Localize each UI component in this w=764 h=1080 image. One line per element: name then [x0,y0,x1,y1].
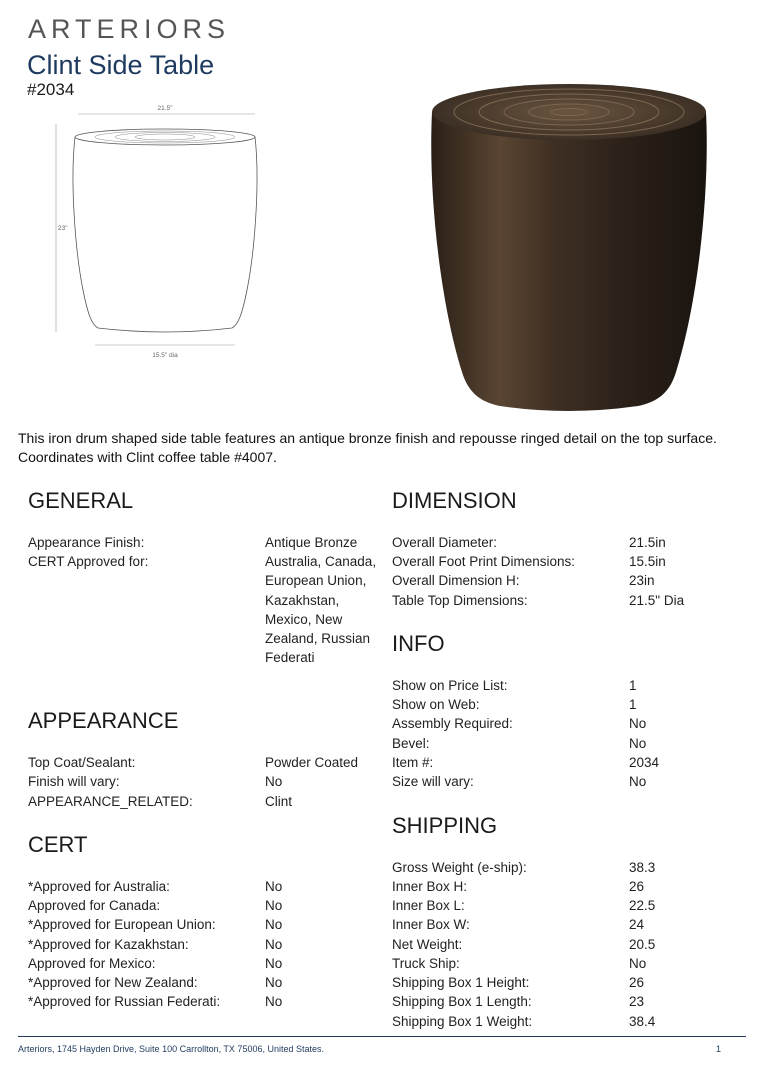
line-drawing [50,100,270,365]
cert-heading: CERT [28,832,88,857]
footer-address: Arteriors, 1745 Hayden Drive, Suite 100 Carrollton, TX 75006, United States. [18,1044,324,1054]
cert-label: *Approved for Russian Federati: [28,994,221,1009]
page-number: 1 [716,1044,722,1054]
shipping-label: Inner Box H: [392,879,468,894]
product-title: Clint Side Table [27,50,215,80]
shipping-value: 26 [629,879,645,894]
appearance-heading: APPEARANCE [28,708,179,733]
shipping-value: No [629,956,647,971]
appearance-label: Top Coat/Sealant: [28,755,136,770]
general-label-finish: Appearance Finish: [28,535,145,550]
shipping-value: 24 [629,917,645,932]
shipping-label: Inner Box W: [392,917,470,932]
dimension-heading: DIMENSION [392,488,517,513]
shipping-value: 23 [629,994,645,1009]
shipping-label: Shipping Box 1 Height: [392,975,530,990]
info-value: 1 [629,678,637,693]
brand-logo: ARTERIORS [28,14,231,44]
appearance-label: Finish will vary: [28,774,120,789]
info-value: No [629,736,647,751]
cert-value: No [265,994,283,1009]
cert-value: No [265,937,283,952]
info-label: Show on Web: [392,697,480,712]
shipping-label: Shipping Box 1 Weight: [392,1014,533,1029]
item-number: #2034 [27,80,75,99]
info-value: No [629,716,647,731]
info-value: 1 [629,697,637,712]
drawing-height-dim: 23" [58,225,68,232]
shipping-label: Truck Ship: [392,956,460,971]
info-label: Show on Price List: [392,678,508,693]
cert-label: *Approved for Australia: [28,879,170,894]
shipping-heading: SHIPPING [392,813,498,838]
shipping-value: 26 [629,975,645,990]
cert-label: Approved for Mexico: [28,956,156,971]
product-photo [410,72,728,420]
dimension-value: 23in [629,573,655,588]
appearance-value: No [265,774,283,789]
cert-value: No [265,898,283,913]
general-label-cert: CERT Approved for: [28,554,149,569]
general-heading: GENERAL [28,488,134,513]
shipping-label: Net Weight: [392,937,463,952]
drawing-top-dim: 21.5" [157,105,173,112]
shipping-label: Gross Weight (e-ship): [392,860,527,875]
cert-label: *Approved for European Union: [28,917,216,932]
cert-label: *Approved for Kazakhstan: [28,937,189,952]
footer-divider [18,1036,746,1037]
info-label: Size will vary: [392,774,474,789]
cert-value: No [265,879,283,894]
shipping-value: 22.5 [629,898,656,913]
info-label: Item #: [392,755,434,770]
info-value: 2034 [629,755,660,770]
dimension-label: Table Top Dimensions: [392,593,528,608]
cert-value: No [265,917,283,932]
cert-label: *Approved for New Zealand: [28,975,198,990]
dimension-label: Overall Diameter: [392,535,498,550]
general-value-finish: Antique Bronze [265,535,358,550]
cert-value: No [265,975,283,990]
info-heading: INFO [392,631,445,656]
cert-label: Approved for Canada: [28,898,161,913]
shipping-label: Shipping Box 1 Length: [392,994,532,1009]
dimension-value: 21.5in [629,535,666,550]
appearance-label: APPEARANCE_RELATED: [28,794,193,809]
dimension-value: 15.5in [629,554,666,569]
drawing-base-dim: 15.5" dia [152,352,178,359]
shipping-value: 38.3 [629,860,656,875]
shipping-value: 20.5 [629,937,656,952]
info-value: No [629,774,647,789]
cert-value: No [265,956,283,971]
shipping-label: Inner Box L: [392,898,465,913]
dimension-label: Overall Foot Print Dimensions: [392,554,576,569]
info-label: Assembly Required: [392,716,513,731]
info-label: Bevel: [392,736,430,751]
general-value-cert: Australia, Canada, European Union, Kazakhstan, Mexico, New Zealand, Russian Federati [265,554,377,666]
appearance-value: Clint [265,794,293,809]
shipping-value: 38.4 [629,1014,656,1029]
appearance-value: Powder Coated [265,755,359,770]
dimension-label: Overall Dimension H: [392,573,520,588]
dimension-value: 21.5" Dia [629,593,685,608]
product-description: This iron drum shaped side table features an antique bronze finish and repousse ringed detail on the top surface. Coordinates with Clint coffee table #4007. [18,430,717,465]
